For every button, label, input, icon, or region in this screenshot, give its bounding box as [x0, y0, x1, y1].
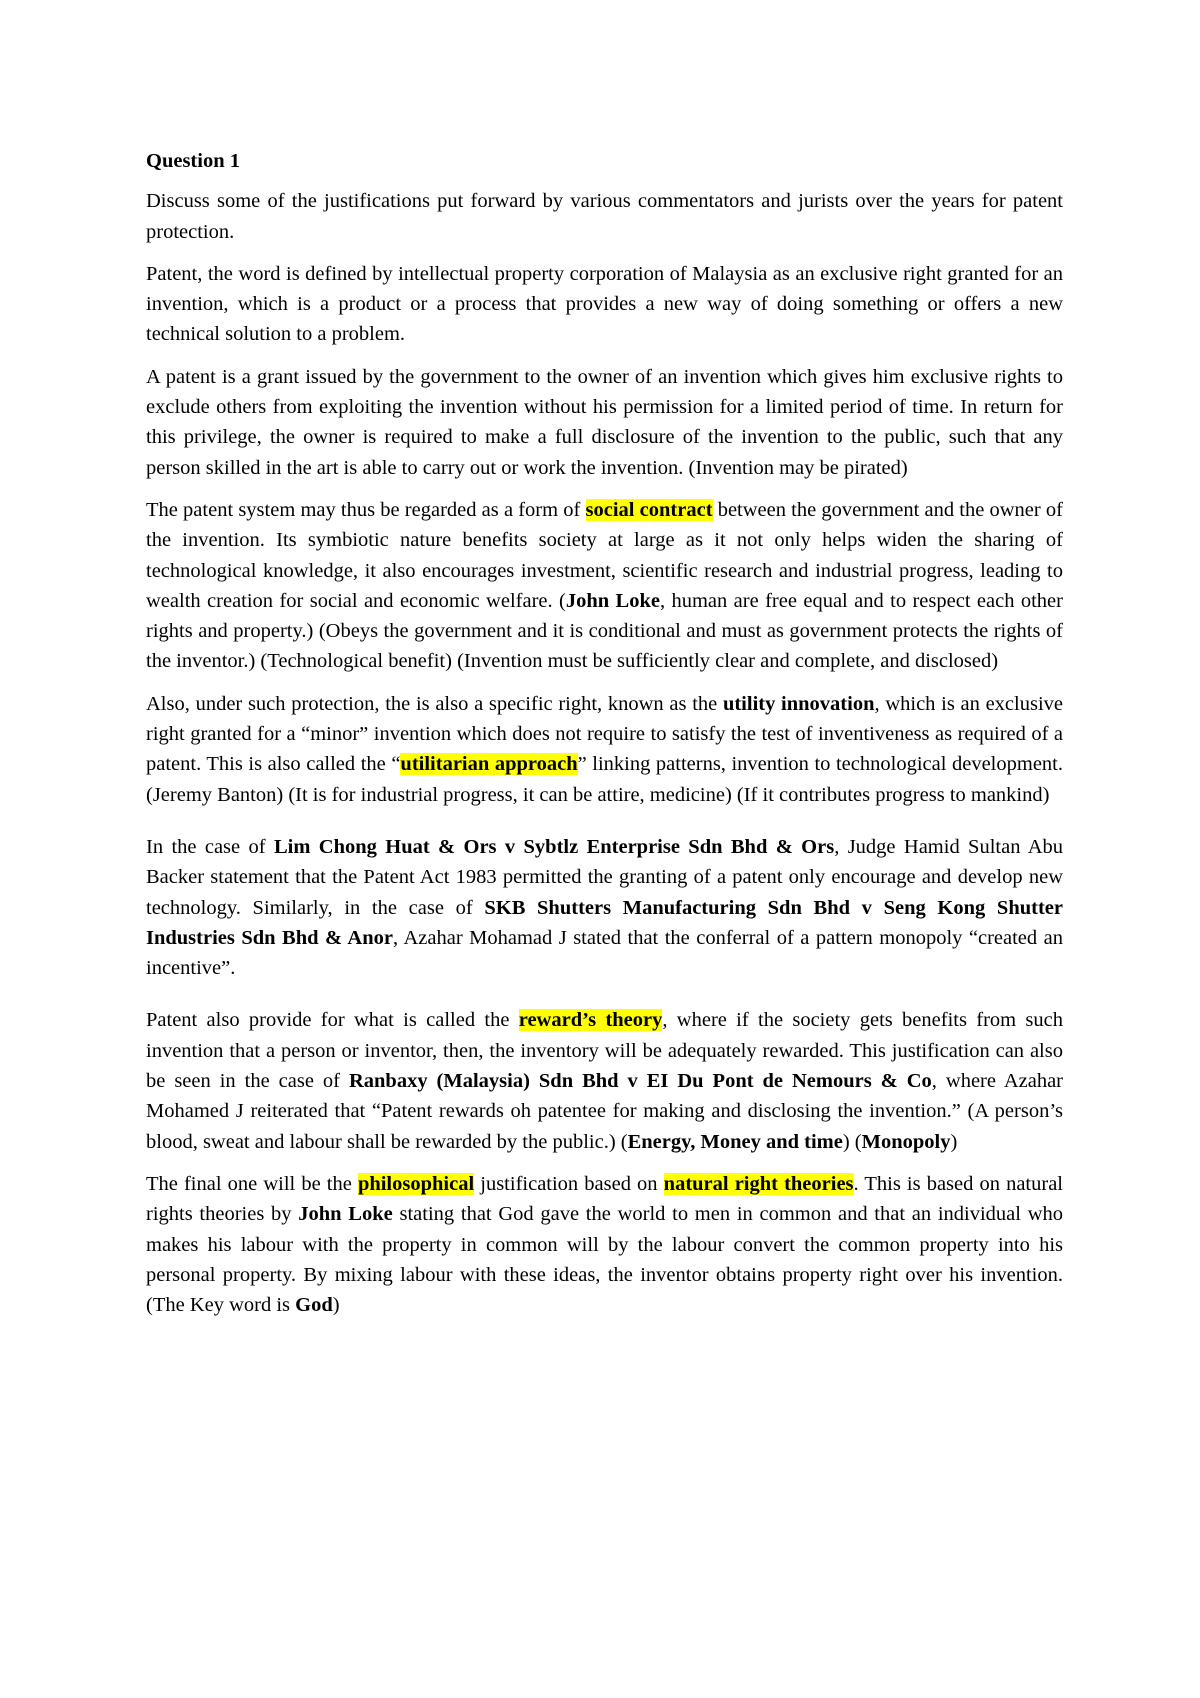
highlighted-term-natural-right-theories: natural right theories: [663, 1172, 854, 1195]
highlighted-term-philosophical: philosophical: [357, 1172, 475, 1195]
text-segment: stating that God gave the world to men in common and that an individual who makes his labour with the property in common will by the labour convert the common property into his personal property. By mixing labour with these ideas, the inventor obtains property right over his invention. (The Key word is: [146, 1203, 1064, 1317]
bold-term-energy-money-time: Energy, Money and time: [627, 1130, 843, 1153]
text-segment: , human are free equal and to respect each other rights and property.) (Obeys the government and it is conditional and must as government protects the rights of the inventor.) (Technological benefit) (Invention must be sufficiently clear and complete, and disclosed): [146, 589, 1063, 673]
paragraph-question-prompt: [146, 186, 1063, 247]
paragraph-utility-innovation: [146, 689, 1063, 810]
highlighted-term-utilitarian-approach: utilitarian approach: [400, 753, 578, 776]
text-segment: The final one will be the: [146, 1172, 358, 1195]
text-segment: between the government and the owner of the invention. Its symbiotic nature benefits society at large as it not only helps widen the sharing of technological knowledge, it also encourages investment, scientific research and industrial progress, leading to wealth creation for social and economic welfare. (: [146, 498, 1063, 612]
text-segment: The patent system may thus be regarded as a form of: [146, 498, 586, 521]
text-segment: ): [950, 1130, 958, 1153]
text-segment: Discuss some of the justifications put forward by various commentators and jurists over the years for patent protection.: [146, 190, 1063, 243]
paragraph-case-law: [146, 832, 1063, 983]
bold-case-ranbaxy: Ranbaxy (Malaysia) Sdn Bhd v EI Du Pont de Nemours & Co: [348, 1070, 932, 1093]
text-segment: ” linking patterns, invention to technological development. (Jeremy Banton) (It is for industrial progress, it can be attire, medicine) (If it contributes progress to mankind): [146, 753, 1063, 806]
text-segment: justification based on: [474, 1172, 664, 1195]
text-segment: , where Azahar Mohamed J reiterated that “Patent rewards oh patentee for making and disclosing the invention.” (A person’s blood, sweat and labour shall be rewarded by the public.) (: [146, 1070, 1063, 1153]
bold-term-utility-innovation: utility innovation: [722, 692, 875, 715]
bold-term-john-loke: John Loke: [298, 1203, 393, 1226]
text-segment: , Azahar Mohamad J stated that the conferral of a pattern monopoly “created an incentive”.: [146, 926, 1063, 980]
bold-term-monopoly: Monopoly: [861, 1130, 951, 1153]
text-segment: Patent also provide for what is called the: [146, 1009, 519, 1032]
bold-case-skb-shutters: SKB Shutters Manufacturing Sdn Bhd v Seng Kong Shutter Industries Sdn Bhd & Anor: [146, 896, 1063, 949]
text-segment: . This is based on natural rights theories by: [146, 1172, 1064, 1226]
text-segment: In the case of: [146, 835, 274, 858]
text-segment: ) (: [842, 1130, 862, 1153]
paragraph-patent-grant: [146, 362, 1063, 483]
text-segment: , where if the society gets benefits from such invention that a person or inventor, then, the inventory will be adequately rewarded. This justification can also be seen in the case of: [146, 1009, 1063, 1093]
highlighted-term-rewards-theory: reward’s theory: [518, 1009, 663, 1032]
paragraph-patent-definition: [146, 259, 1063, 350]
highlighted-term-social-contract: social contract: [585, 498, 713, 521]
text-segment: , which is an exclusive right granted for a “minor” invention which does not require to satisfy the test of inventiveness as required of a patent. This is also called the “: [146, 692, 1063, 776]
text-segment: , Judge Hamid Sultan Abu Backer statement that the Patent Act 1983 permitted the granting of a patent only encourage and develop new technology. Similarly, in the case of: [146, 835, 1063, 919]
text-segment: ): [332, 1294, 340, 1317]
text-segment: Patent, the word is defined by intellectual property corporation of Malaysia as an exclusive right granted for an invention, which is a product or a process that provides a new way of doing something or offers a new technical solution to a problem.: [146, 262, 1063, 346]
bold-term-john-loke: John Loke: [565, 589, 660, 612]
text-segment: Also, under such protection, the is also a specific right, known as the: [146, 692, 723, 715]
text-segment: A patent is a grant issued by the government to the owner of an invention which gives him exclusive rights to exclude others from exploiting the invention without his permission for a limited period of time. In return for this privilege, the owner is required to make a full disclosure of the invention to the public, such that any person skilled in the art is able to carry out or work the invention. (Invention may be pirated): [146, 365, 1063, 479]
bold-case-lim-chong-huat: Lim Chong Huat & Ors v Sybtlz Enterprise Sdn Bhd & Ors: [273, 835, 835, 858]
bold-term-god: God: [295, 1294, 333, 1317]
document-body: [146, 146, 1063, 1332]
paragraph-rewards-theory: [146, 1005, 1063, 1156]
paragraph-social-contract: [146, 495, 1063, 677]
paragraph-natural-rights: [146, 1169, 1063, 1320]
question-heading: Question 1: [146, 150, 240, 172]
